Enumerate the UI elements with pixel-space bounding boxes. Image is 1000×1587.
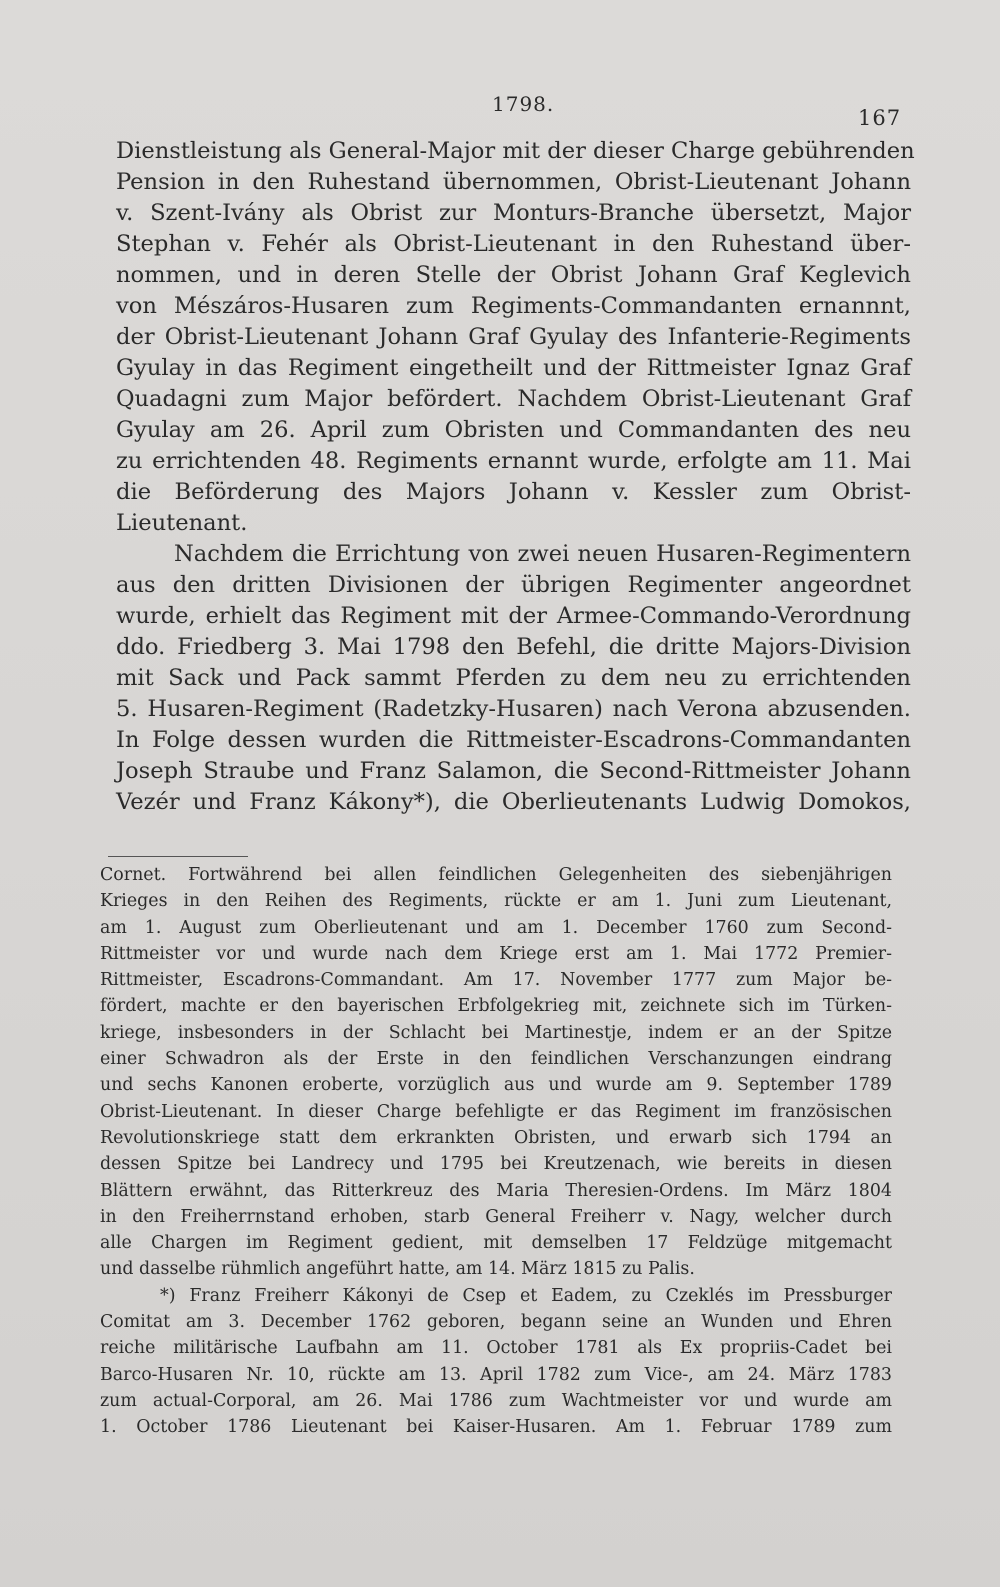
text-line: der Obrist-Lieutenant Johann Graf Gyulay des Infanterie-Regiments xyxy=(116,324,911,350)
footnote-line: fördert, machte er den bayerischen Erbfolgekrieg mit, zeichnete sich im Türken- xyxy=(100,996,892,1017)
footnote-line: Blättern erwähnt, das Ritterkreuz des Maria Theresien-Ordens. Im März 1804 xyxy=(100,1180,892,1201)
footnote-line: *) Franz Freiherr Kákonyi de Csep et Eadem, zu Czeklés im Pressburger xyxy=(160,1285,892,1306)
main-text xyxy=(116,136,915,818)
header-year: 1798. xyxy=(492,92,555,116)
text-line: Gyulay am 26. April zum Obristen und Commandanten des neu xyxy=(116,417,911,443)
footnote-line: in den Freiherrnstand erhoben, starb General Freiherr v. Nagy, welcher durch xyxy=(100,1206,892,1227)
footnote-line: am 1. August zum Oberlieutenant und am 1. December 1760 zum Second- xyxy=(100,917,892,938)
footnotes xyxy=(100,862,892,1441)
text-line: Dienstleistung als General-Major mit der dieser Charge gebührenden xyxy=(116,138,915,164)
text-line: Gyulay in das Regiment eingetheilt und der Rittmeister Ignaz Graf xyxy=(116,355,911,381)
footnote-line: reiche militärische Laufbahn am 11. October 1781 als Ex propriis-Cadet bei xyxy=(100,1338,892,1359)
footnote-line: einer Schwadron als der Erste in den feindlichen Verschanzungen eindrang xyxy=(100,1049,892,1070)
footnote-line: Cornet. Fortwährend bei allen feindlichen Gelegenheiten des siebenjährigen xyxy=(100,865,892,885)
text-line: mit Sack und Pack sammt Pferden zu dem neu zu errichtenden xyxy=(116,665,911,691)
text-line: Nachdem die Errichtung von zwei neuen Husaren-Regimentern xyxy=(174,541,911,567)
text-line: ddo. Friedberg 3. Mai 1798 den Befehl, die dritte Majors-Division xyxy=(116,634,911,660)
footnote-line: Comitat am 3. December 1762 geboren, begann seine an Wunden und Ehren xyxy=(100,1312,892,1333)
text-line: Lieutenant. xyxy=(116,510,248,536)
text-line: aus den dritten Divisionen der übrigen Regimenter angeordnet xyxy=(116,572,911,598)
text-line: nommen, und in deren Stelle der Obrist Johann Graf Keglevich xyxy=(116,262,911,288)
footnote-line: kriege, insbesonders in der Schlacht bei Martinestje, indem er an der Spitze xyxy=(100,1022,892,1043)
footnote-line: Krieges in den Reihen des Regiments, rückte er am 1. Juni zum Lieutenant, xyxy=(100,891,892,912)
text-line: Pension in den Ruhestand übernommen, Obrist-Lieutenant Johann xyxy=(116,169,911,195)
text-line: zu errichtenden 48. Regiments ernannt wurde, erfolgte am 11. Mai xyxy=(116,448,911,474)
text-line: v. Szent-Ivány als Obrist zur Monturs-Branche übersetzt, Major xyxy=(116,200,911,226)
page-number: 167 xyxy=(858,106,902,130)
footnote-divider xyxy=(108,856,248,857)
footnote-line: Barco-Husaren Nr. 10, rückte am 13. April 1782 zum Vice-, am 24. März 1783 xyxy=(100,1364,892,1385)
footnote-line: und sechs Kanonen eroberte, vorzüglich aus und wurde am 9. September 1789 xyxy=(100,1075,892,1096)
text-line: Vezér und Franz Kákony*), die Oberlieutenants Ludwig Domokos, xyxy=(116,789,911,815)
text-line: die Beförderung des Majors Johann v. Kessler zum Obrist- xyxy=(116,479,911,505)
text-line: von Mészáros-Husaren zum Regiments-Commandanten ernannnt, xyxy=(116,293,911,319)
footnote-line: dessen Spitze bei Landrecy und 1795 bei Kreutzenach, wie bereits in diesen xyxy=(100,1154,892,1175)
text-line: wurde, erhielt das Regiment mit der Armee-Commando-Verordnung xyxy=(116,603,911,629)
footnote-line: Obrist-Lieutenant. In dieser Charge befehligte er das Regiment im französischen xyxy=(100,1101,892,1122)
footnote-line: und dasselbe rühmlich angeführt hatte, am 14. März 1815 zu Palis. xyxy=(100,1259,695,1280)
text-line: In Folge dessen wurden die Rittmeister-Escadrons-Commandanten xyxy=(116,727,911,753)
text-line: Quadagni zum Major befördert. Nachdem Obrist-Lieutenant Graf xyxy=(116,386,911,412)
text-line: 5. Husaren-Regiment (Radetzky-Husaren) nach Verona abzusenden. xyxy=(116,696,911,722)
footnote-line: Rittmeister vor und wurde nach dem Kriege erst am 1. Mai 1772 Premier- xyxy=(100,943,892,964)
footnote-line: zum actual-Corporal, am 26. Mai 1786 zum Wachtmeister vor und wurde am xyxy=(100,1390,892,1411)
footnote-line: alle Chargen im Regiment gedient, mit demselben 17 Feldzüge mitgemacht xyxy=(100,1233,892,1254)
text-line: Joseph Straube und Franz Salamon, die Second-Rittmeister Johann xyxy=(116,758,911,784)
footnote-line: Revolutionskriege statt dem erkrankten Obristen, und erwarb sich 1794 an xyxy=(100,1127,892,1148)
footnote-line: Rittmeister, Escadrons-Commandant. Am 17. November 1777 zum Major be- xyxy=(100,970,892,991)
text-line: Stephan v. Fehér als Obrist-Lieutenant in den Ruhestand über- xyxy=(116,231,911,257)
footnote-line: 1. October 1786 Lieutenant bei Kaiser-Husaren. Am 1. Februar 1789 zum xyxy=(100,1417,892,1438)
